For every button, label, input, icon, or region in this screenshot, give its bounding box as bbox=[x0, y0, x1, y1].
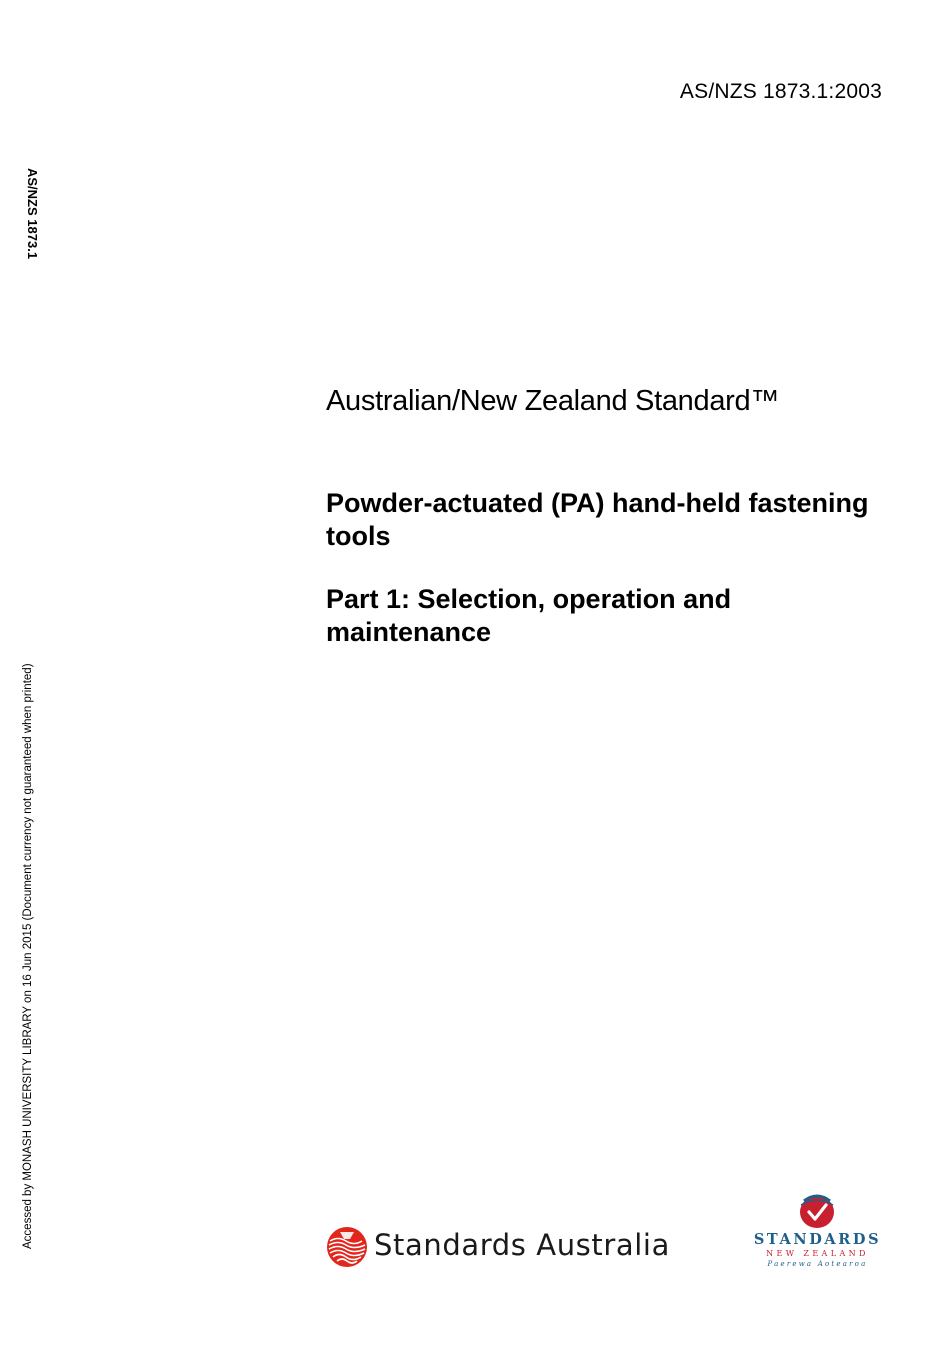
standards-new-zealand-logo bbox=[745, 1193, 890, 1273]
standards-australia-name: Standards Australia bbox=[374, 1228, 670, 1262]
standards-nz-maori-name: Paerewa Aotearoa bbox=[767, 1260, 868, 1268]
standards-nz-word: STANDARDS bbox=[753, 1231, 882, 1248]
spine-document-number: AS/NZS 1873.1 bbox=[25, 168, 40, 260]
standards-australia-emblem-icon bbox=[326, 1226, 368, 1268]
standards-nz-country: NEW ZEALAND bbox=[766, 1249, 869, 1258]
standard-series: Australian/New Zealand Standard™ bbox=[326, 385, 780, 417]
document-number: AS/NZS 1873.1:2003 bbox=[679, 80, 882, 103]
standards-australia-logo bbox=[326, 1224, 706, 1272]
standards-nz-emblem-icon bbox=[795, 1193, 839, 1229]
document-subtitle: Part 1: Selection, operation and maintenance bbox=[326, 584, 732, 647]
access-watermark: Accessed by MONASH UNIVERSITY LIBRARY on 16 Jun 2015 (Document currency not guaranteed when printed) bbox=[22, 663, 34, 1249]
document-title: Powder-actuated (PA) hand-held fastening tools bbox=[326, 488, 869, 551]
